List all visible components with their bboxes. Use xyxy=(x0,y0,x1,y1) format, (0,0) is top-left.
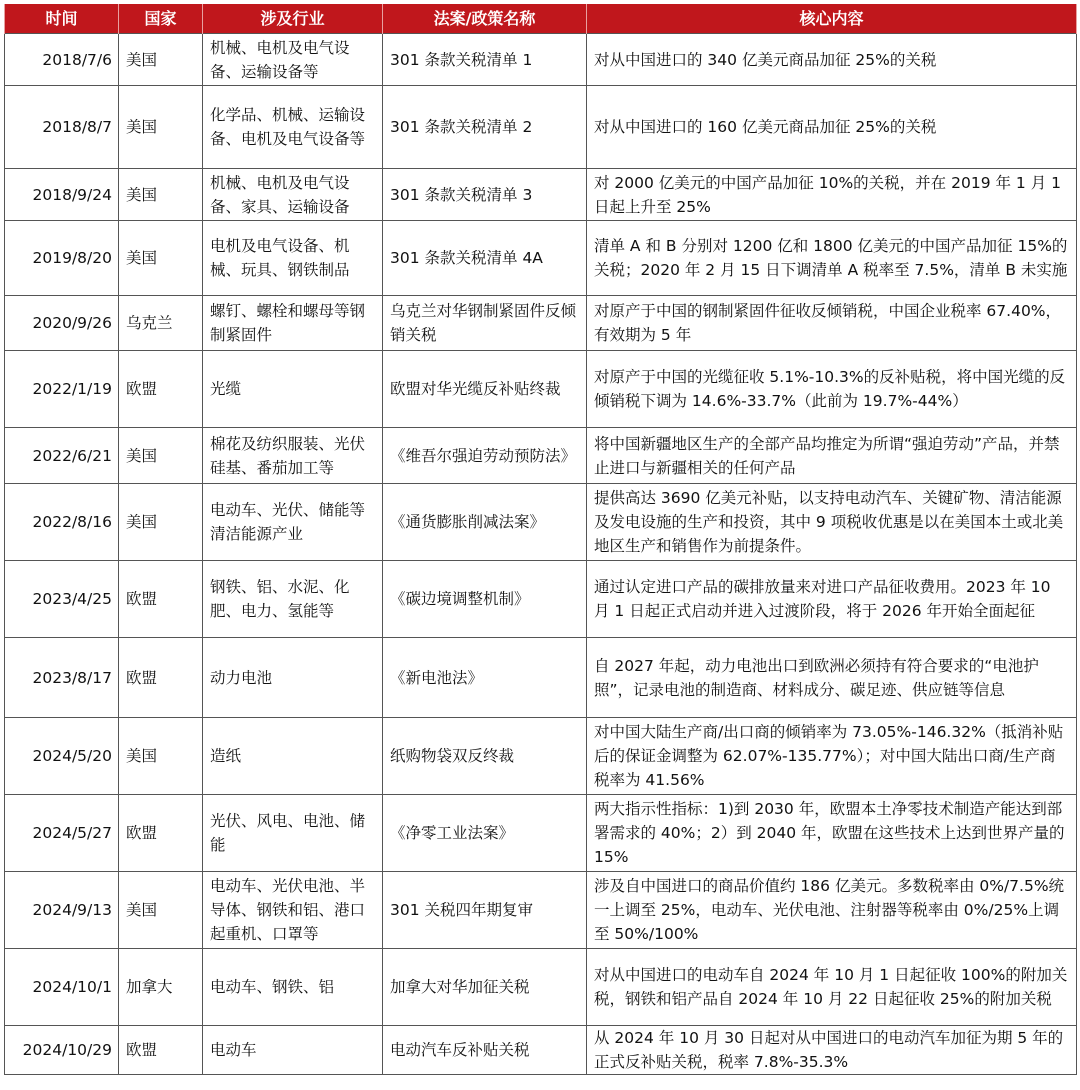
cell-country: 欧盟 xyxy=(119,795,203,872)
table-row xyxy=(5,296,1077,351)
cell-content: 对 2000 亿美元的中国产品加征 10%的关税，并在 2019 年 1 月 1 日起上升至 25% xyxy=(587,169,1077,221)
header-industry: 涉及行业 xyxy=(203,4,383,34)
cell-industry: 光缆 xyxy=(203,351,383,428)
cell-industry: 电动车、光伏、储能等清洁能源产业 xyxy=(203,484,383,561)
cell-policy: 《新电池法》 xyxy=(383,638,587,718)
cell-content: 对中国大陆生产商/出口商的倾销率为 73.05%-146.32%（抵消补贴后的保证金调整为 62.07%-135.77%）；对中国大陆出口商/生产商税率为 41.56% xyxy=(587,718,1077,795)
cell-industry: 钢铁、铝、水泥、化肥、电力、氢能等 xyxy=(203,561,383,638)
cell-date: 2024/5/27 xyxy=(5,795,119,872)
cell-policy: 301 条款关税清单 4A xyxy=(383,221,587,296)
table-row xyxy=(5,561,1077,638)
table-body xyxy=(5,34,1077,1075)
cell-content: 对从中国进口的电动车自 2024 年 10 月 1 日起征收 100%的附加关税，钢铁和铝产品自 2024 年 10 月 22 日起征收 25%的附加关税 xyxy=(587,949,1077,1026)
header-row xyxy=(5,4,1077,34)
cell-policy: 纸购物袋双反终裁 xyxy=(383,718,587,795)
table-row xyxy=(5,638,1077,718)
cell-date: 2024/9/13 xyxy=(5,872,119,949)
table-row xyxy=(5,34,1077,86)
cell-date: 2018/7/6 xyxy=(5,34,119,86)
cell-policy: 欧盟对华光缆反补贴终裁 xyxy=(383,351,587,428)
cell-policy: 301 条款关税清单 3 xyxy=(383,169,587,221)
cell-policy: 《通货膨胀削减法案》 xyxy=(383,484,587,561)
cell-date: 2022/6/21 xyxy=(5,428,119,484)
table-row xyxy=(5,795,1077,872)
cell-industry: 电机及电气设备、机械、玩具、钢铁制品 xyxy=(203,221,383,296)
cell-country: 欧盟 xyxy=(119,638,203,718)
table-row xyxy=(5,169,1077,221)
cell-content: 涉及自中国进口的商品价值约 186 亿美元。多数税率由 0%/7.5%统一上调至 25%，电动车、光伏电池、注射器等税率由 0%/25%上调至 50%/100% xyxy=(587,872,1077,949)
cell-date: 2020/9/26 xyxy=(5,296,119,351)
cell-content: 自 2027 年起，动力电池出口到欧洲必须持有符合要求的“电池护照”，记录电池的制造商、材料成分、碳足迹、供应链等信息 xyxy=(587,638,1077,718)
cell-policy: 《净零工业法案》 xyxy=(383,795,587,872)
cell-content: 从 2024 年 10 月 30 日起对从中国进口的电动汽车加征为期 5 年的正式反补贴关税，税率 7.8%-35.3% xyxy=(587,1026,1077,1075)
cell-policy: 《碳边境调整机制》 xyxy=(383,561,587,638)
cell-industry: 造纸 xyxy=(203,718,383,795)
cell-content: 对从中国进口的 340 亿美元商品加征 25%的关税 xyxy=(587,34,1077,86)
cell-country: 欧盟 xyxy=(119,351,203,428)
cell-policy: 乌克兰对华钢制紧固件反倾销关税 xyxy=(383,296,587,351)
cell-date: 2018/8/7 xyxy=(5,86,119,169)
cell-policy: 加拿大对华加征关税 xyxy=(383,949,587,1026)
cell-date: 2024/10/29 xyxy=(5,1026,119,1075)
cell-industry: 机械、电机及电气设备、运输设备等 xyxy=(203,34,383,86)
cell-policy: 301 条款关税清单 2 xyxy=(383,86,587,169)
cell-policy: 《维吾尔强迫劳动预防法》 xyxy=(383,428,587,484)
cell-policy: 电动汽车反补贴关税 xyxy=(383,1026,587,1075)
cell-industry: 螺钉、螺栓和螺母等钢制紧固件 xyxy=(203,296,383,351)
cell-content: 将中国新疆地区生产的全部产品均推定为所谓“强迫劳动”产品，并禁止进口与新疆相关的任何产品 xyxy=(587,428,1077,484)
cell-country: 美国 xyxy=(119,718,203,795)
cell-country: 加拿大 xyxy=(119,949,203,1026)
cell-country: 美国 xyxy=(119,428,203,484)
cell-industry: 棉花及纺织服装、光伏硅基、番茄加工等 xyxy=(203,428,383,484)
table-row xyxy=(5,949,1077,1026)
table-row xyxy=(5,221,1077,296)
cell-industry: 机械、电机及电气设备、家具、运输设备 xyxy=(203,169,383,221)
cell-country: 美国 xyxy=(119,484,203,561)
table-row xyxy=(5,484,1077,561)
cell-content: 对原产于中国的钢制紧固件征收反倾销税，中国企业税率 67.40%，有效期为 5 年 xyxy=(587,296,1077,351)
cell-content: 通过认定进口产品的碳排放量来对进口产品征收费用。2023 年 10 月 1 日起正式启动并进入过渡阶段，将于 2026 年开始全面起征 xyxy=(587,561,1077,638)
cell-date: 2023/8/17 xyxy=(5,638,119,718)
cell-date: 2022/8/16 xyxy=(5,484,119,561)
cell-date: 2019/8/20 xyxy=(5,221,119,296)
cell-country: 美国 xyxy=(119,221,203,296)
cell-date: 2022/1/19 xyxy=(5,351,119,428)
header-country: 国家 xyxy=(119,4,203,34)
cell-date: 2023/4/25 xyxy=(5,561,119,638)
header-content: 核心内容 xyxy=(587,4,1077,34)
cell-country: 美国 xyxy=(119,169,203,221)
table-row xyxy=(5,86,1077,169)
header-policy: 法案/政策名称 xyxy=(383,4,587,34)
cell-industry: 动力电池 xyxy=(203,638,383,718)
cell-date: 2018/9/24 xyxy=(5,169,119,221)
cell-industry: 化学品、机械、运输设备、电机及电气设备等 xyxy=(203,86,383,169)
cell-content: 提供高达 3690 亿美元补贴，以支持电动汽车、关键矿物、清洁能源及发电设施的生产和投资，其中 9 项税收优惠是以在美国本土或北美地区生产和销售作为前提条件。 xyxy=(587,484,1077,561)
cell-content: 对从中国进口的 160 亿美元商品加征 25%的关税 xyxy=(587,86,1077,169)
table-row xyxy=(5,718,1077,795)
table-row xyxy=(5,428,1077,484)
cell-country: 美国 xyxy=(119,86,203,169)
table-row xyxy=(5,351,1077,428)
cell-industry: 光伏、风电、电池、储能 xyxy=(203,795,383,872)
trade-policy-table xyxy=(4,4,1077,1075)
cell-country: 欧盟 xyxy=(119,1026,203,1075)
table-row xyxy=(5,872,1077,949)
cell-country: 美国 xyxy=(119,872,203,949)
cell-country: 欧盟 xyxy=(119,561,203,638)
cell-country: 乌克兰 xyxy=(119,296,203,351)
cell-content: 清单 A 和 B 分别对 1200 亿和 1800 亿美元的中国产品加征 15%的关税；2020 年 2 月 15 日下调清单 A 税率至 7.5%，清单 B 未实施 xyxy=(587,221,1077,296)
cell-content: 对原产于中国的光缆征收 5.1%-10.3%的反补贴税，将中国光缆的反倾销税下调为 14.6%-33.7%（此前为 19.7%-44%） xyxy=(587,351,1077,428)
cell-date: 2024/5/20 xyxy=(5,718,119,795)
cell-industry: 电动车、钢铁、铝 xyxy=(203,949,383,1026)
table-row xyxy=(5,1026,1077,1075)
cell-policy: 301 条款关税清单 1 xyxy=(383,34,587,86)
cell-policy: 301 关税四年期复审 xyxy=(383,872,587,949)
cell-country: 美国 xyxy=(119,34,203,86)
cell-date: 2024/10/1 xyxy=(5,949,119,1026)
cell-industry: 电动车 xyxy=(203,1026,383,1075)
cell-industry: 电动车、光伏电池、半导体、钢铁和铝、港口起重机、口罩等 xyxy=(203,872,383,949)
header-date: 时间 xyxy=(5,4,119,34)
cell-content: 两大指示性指标：1)到 2030 年，欧盟本土净零技术制造产能达到部署需求的 40%；2）到 2040 年，欧盟在这些技术上达到世界产量的 15% xyxy=(587,795,1077,872)
